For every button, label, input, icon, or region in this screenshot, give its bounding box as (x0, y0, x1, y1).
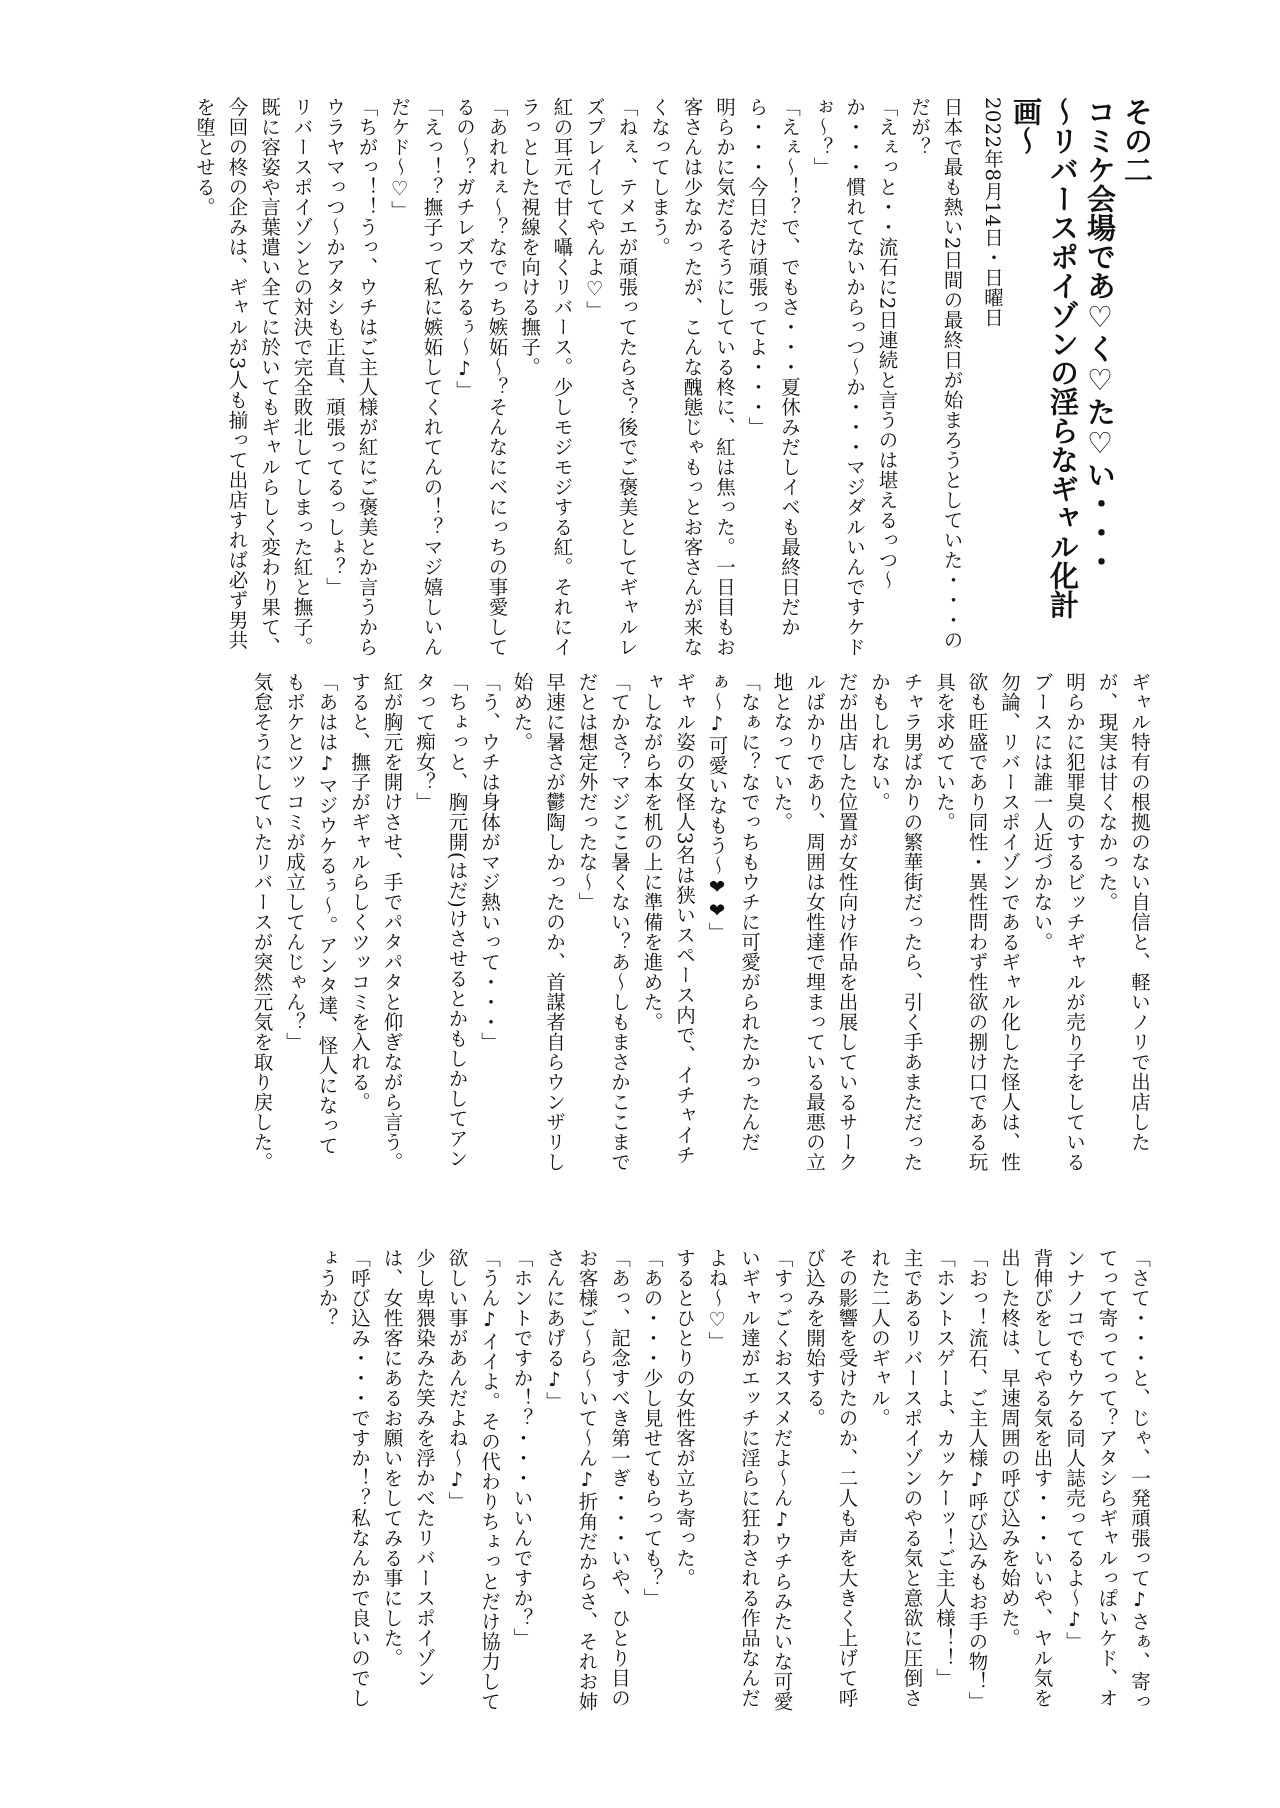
paragraph: 日本で最も熱い2日間の最終日が始まろうとしていた・・・のだが？ (908, 97, 964, 650)
paragraph: ギャル姿の女怪人3名は狭いスペース内で、イチャイチャしながら本を机の上に準備を進めた。 (640, 672, 696, 1165)
title-line-2: コミケ会場であ♡く♡た♡い・・・ (1083, 97, 1117, 576)
paragraph: 「えぇっと・・流石に2日連続と言うのは堪えるっつ〜か・・・慣れてないからっつ〜か・・・マジダルいんですケドぉ〜？」 (810, 97, 899, 657)
paragraph: 「なぁに？なでっちもウチに可愛がられたかったんだぁ〜♪可愛いなもう〜❤❤」 (705, 672, 761, 1152)
title-line-1: その二 (1120, 97, 1154, 184)
paragraph: 「えっ！？撫子って私に嫉妬してくれてんの！？マジ嬉しいんだケド〜♡」 (388, 97, 444, 657)
text-tier-bottom (125, 1248, 1155, 1723)
paragraph: 「すっごくおススメだよ〜ん♪ウチらみたいな可愛いギャル達がエッチに淫らに狂わされる作品なんだよね〜♡」 (705, 1248, 794, 1712)
paragraph: その影響を受けたのか、二人も声を大きく上げて呼び込みを開始する。 (803, 1248, 859, 1708)
paragraph: だが出店した位置が女性向け作品を出展しているサークルばかりであり、周囲は女性達で埋まっている最悪の立地となっていた。 (770, 672, 859, 1172)
paragraph: 明らかに気だるそうにしている柊に、紅は焦った。一日目もお客さんは少なかったが、こんな醜態じゃもっとお客さんが来なくなってしまう。 (648, 97, 736, 657)
paragraph: 「あっ、記念すべき第一ぎ・・・いや、ひとり目のお客様ご〜ら〜いて〜ん♪折角だからさ、それお姉さんにあげる♪」 (543, 1248, 631, 1712)
paragraph: 「ねぇ、テメエが頑張ってたらさ？後でご褒美としてギャルレズプレイしてやんよ♡」 (583, 97, 639, 657)
paragraph: するとひとりの女性客が立ち寄った。 (673, 1248, 696, 1588)
paragraph: 「呼び込み・・・ですか！？私なんかで良いのでしょうか？ (315, 1248, 371, 1708)
paragraph: 主であるリバースポイゾンのやる気と意欲に圧倒された二人のギャル。 (868, 1248, 924, 1708)
paragraph: 「ちがっ！！うっ、ウチはご主人様が紅にご褒美とか言うからウラヤマっつ〜かアタシも正直、頑張ってるっしょ？」 (323, 97, 379, 657)
paragraph: 勿論、リバースポイゾンであるギャル化した怪人は、性欲も旺盛であり同性・異性問わず性欲の捌け口である玩具を求めていた。 (933, 672, 1021, 1172)
paragraph: 「えぇ〜！？で、でもさ・・・夏休みだしイベも最終日だから・・・今日だけ頑張ってよ・・・」 (745, 97, 801, 637)
text-tier-top (128, 97, 1008, 657)
paragraph: ギャル特有の根拠のない自信と、軽いノリで出店したが、現実は甘くなかった。 (1095, 672, 1151, 1152)
paragraph: 紅が胸元を開けさせ、手でパタパタと仰ぎながら言う。すると、撫子がギャルらしくツッコミを入れる。 (348, 672, 404, 1172)
paragraph: 「あれれぇ〜？なでっち嫉妬〜？そんなにベにっちの事愛してるの〜？ガチレズウケるぅ〜♪」 (453, 97, 509, 657)
paragraph: 「ちょっと、胸元開(はだ)けさせるとかもしかしてアンタって痴女？」 (413, 672, 469, 1169)
paragraph: 「てかさ？マジここ暑くない？あ〜しもまさかここまでだとは想定外だったな〜」 (575, 672, 631, 1172)
paragraph: 背伸びをしてやる気を出す・・・いいや、ヤル気を出した柊は、早速周囲の呼び込みを始めた。 (998, 1248, 1054, 1708)
paragraph: 紅の耳元で甘く囁くリバース。少しモジモジする紅。それにイラっとした視線を向ける撫子。 (518, 97, 574, 657)
paragraph: 「おっ！流石、ご主人様♪呼び込みもお手の物！」 (965, 1248, 989, 1712)
paragraph: 「う、ウチは身体がマジ熱いって・・・」 (478, 672, 501, 1052)
paragraph: 「あはは♪マジウケるぅ〜。アンタ達、怪人になってもボケとツッコミが成立してんじゃん？」 (283, 672, 339, 1156)
paragraph: 「あの・・・少し見せてもらっても？」 (640, 1248, 664, 1608)
title-line-3: 〜リバースポイゾンの淫らなギャル化計画〜 (1009, 97, 1080, 619)
paragraph: リバースポイゾンとの対決で完全敗北してしまった紅と撫子。既に容姿や言葉遣い全てに於いてもギャルらしく変わり果て、今回の柊の企みは、ギャルが3人も揃って出店すれば必ず男共を堕とせる。 (193, 97, 314, 657)
paragraph: 明らかに犯罪臭のするビッチギャルが売り子をしているブースには誰一人近づかない。 (1030, 672, 1086, 1172)
chapter-title (1009, 97, 1155, 657)
text-tier-middle (125, 672, 1155, 1172)
paragraph: 早速に暑さが鬱陶しかったのか、首謀者自らウンザリし始めた。 (510, 672, 566, 1172)
date-line: 2022年8月14日・日曜日 (981, 97, 1004, 328)
paragraph: 気怠そうにしていたリバースが突然元気を取り戻した。 (250, 672, 274, 1172)
paragraph: 「うん♪イイよ。その代わりちょっとだけ協力して欲しい事があんだよね〜♪」 (445, 1248, 501, 1712)
paragraph: 「さて・・・と、じゃ、一発頑張って♪さぁ、寄ってって寄ってって？アタシらギャルっぽいケド、オンナノコでもウケる同人誌売ってるよ〜♪」 (1063, 1248, 1151, 1712)
paragraph: 少し卑猥染みた笑みを浮かべたリバースポイゾンは、女性客にあるお願いをしてみる事にした。 (380, 1248, 436, 1688)
paragraph: 「ホントですか！？・・・いいんですか？」 (510, 1248, 534, 1648)
paragraph: 「ホントスゲーよ、カッケーッ！ご主人様！！」 (933, 1248, 956, 1688)
paragraph: チャラ男ばかりの繁華街だったら、引く手あまただったかもしれない。 (868, 672, 924, 1172)
